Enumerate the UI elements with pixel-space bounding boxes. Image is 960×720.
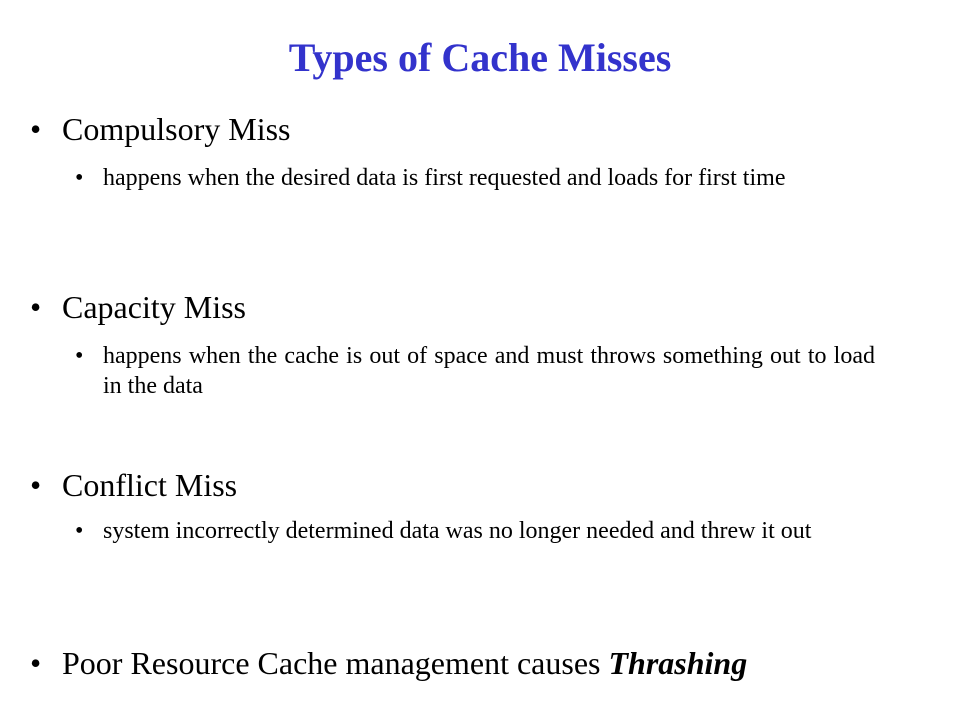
sub-bullet-text: system incorrectly determined data was no longer needed and threw it out	[103, 518, 812, 544]
bullet-heading: Conflict Miss	[62, 467, 238, 503]
bullet-icon: •	[30, 111, 42, 147]
bullet-thrashing	[30, 644, 747, 682]
bullet-conflict-miss	[30, 466, 237, 504]
sub-bullet-icon: •	[75, 343, 84, 369]
sub-bullet-icon: •	[75, 518, 84, 544]
bullet-icon: •	[30, 645, 42, 681]
bullet-text: Poor Resource Cache management causes	[62, 645, 609, 681]
bullet-heading: Compulsory Miss	[62, 111, 291, 147]
bullet-icon: •	[30, 289, 42, 325]
slide-title: Types of Cache Misses	[288, 35, 672, 80]
bullet-capacity-miss	[30, 288, 246, 326]
sub-bullet-icon: •	[75, 165, 84, 191]
sub-bullet-text: happens when the desired data is first requested and loads for first time	[103, 165, 786, 191]
sub-bullet-capacity-miss	[75, 341, 875, 401]
sub-bullet-text: happens when the cache is out of space and must throws something out to load in the data	[103, 343, 875, 399]
emphasis-term: Thrashing	[608, 645, 748, 681]
bullet-icon: •	[30, 467, 42, 503]
bullet-compulsory-miss	[30, 110, 290, 148]
sub-bullet-conflict-miss	[75, 516, 875, 546]
sub-bullet-compulsory-miss	[75, 163, 875, 193]
bullet-heading: Capacity Miss	[62, 289, 246, 325]
